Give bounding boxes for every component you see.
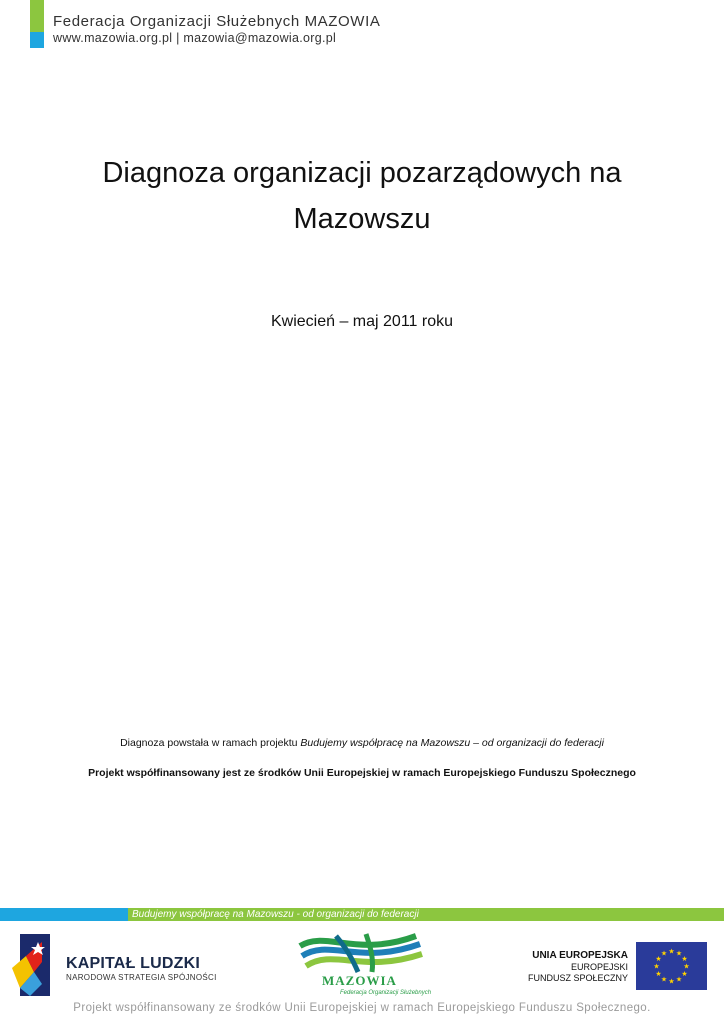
origin-note-prefix: Diagnoza powstała w ramach projektu <box>120 737 301 749</box>
kapital-ludzki-subtitle: NARODOWA STRATEGIA SPÓJNOŚCI <box>66 973 217 982</box>
document-title-line2: Mazowszu <box>293 203 431 235</box>
header-organization-name: Federacja Organizacji Służebnych MAZOWIA <box>53 13 381 30</box>
cofinance-note: Projekt współfinansowany jest ze środków Unii Europejskiej w ramach Europejskiego Funduszu Społecznego <box>88 767 636 779</box>
kapital-ludzki-title: KAPITAŁ LUDZKI <box>66 955 201 972</box>
eu-flag-star-icon: ★ <box>681 956 688 963</box>
ue-line3: FUNDUSZ SPOŁECZNY <box>527 973 628 983</box>
kapital-ludzki-logo-icon <box>12 932 52 998</box>
eu-flag-star-icon: ★ <box>668 948 675 956</box>
header-accent-green-bar <box>30 0 44 32</box>
origin-note-project: Budujemy współpracę na Mazowszu – od organizacji do federacji <box>300 737 604 749</box>
footer-stripe-blue <box>0 908 128 921</box>
document-date: Kwiecień – maj 2011 roku <box>270 313 454 330</box>
eu-flag-star-icon: ★ <box>668 978 675 986</box>
mazowia-logo-name: MAZOWIA <box>322 973 397 988</box>
eu-flag-star-icon: ★ <box>655 956 662 963</box>
eu-flag-star-icon: ★ <box>675 976 683 984</box>
document-title-line1: Diagnoza organizacji pozarządowych na <box>102 157 622 189</box>
header-contact: www.mazowia.org.pl | mazowia@mazowia.org.pl <box>53 31 337 45</box>
footer-stripe-text: Budujemy współpracę na Mazowszu - od organizacji do federacji <box>132 909 419 920</box>
ue-title: UNIA EUROPEJSKA <box>532 950 628 961</box>
eu-flag-star-icon: ★ <box>660 950 668 958</box>
ue-line2: EUROPEJSKI <box>570 962 628 972</box>
eu-flag-icon <box>636 942 707 990</box>
header-accent-blue-bar <box>30 32 44 48</box>
eu-flag-star-icon: ★ <box>655 971 662 978</box>
mazowia-logo-subtitle: Federacja Organizacji Służebnych <box>340 990 432 996</box>
eu-flag-star-icon: ★ <box>681 971 688 978</box>
document-title <box>62 150 662 242</box>
mazowia-logo-icon <box>296 928 426 978</box>
origin-note <box>0 737 724 749</box>
eu-flag-star-icon: ★ <box>660 976 668 984</box>
footer-cofinance-text: Projekt współfinansowany ze środków Unii Europejskiej w ramach Europejskiego Funduszu Społecznego. <box>73 1002 651 1014</box>
eu-flag-star-icon: ★ <box>675 950 683 958</box>
eu-flag-star-icon: ★ <box>653 963 660 971</box>
eu-flag-star-icon: ★ <box>683 963 690 971</box>
